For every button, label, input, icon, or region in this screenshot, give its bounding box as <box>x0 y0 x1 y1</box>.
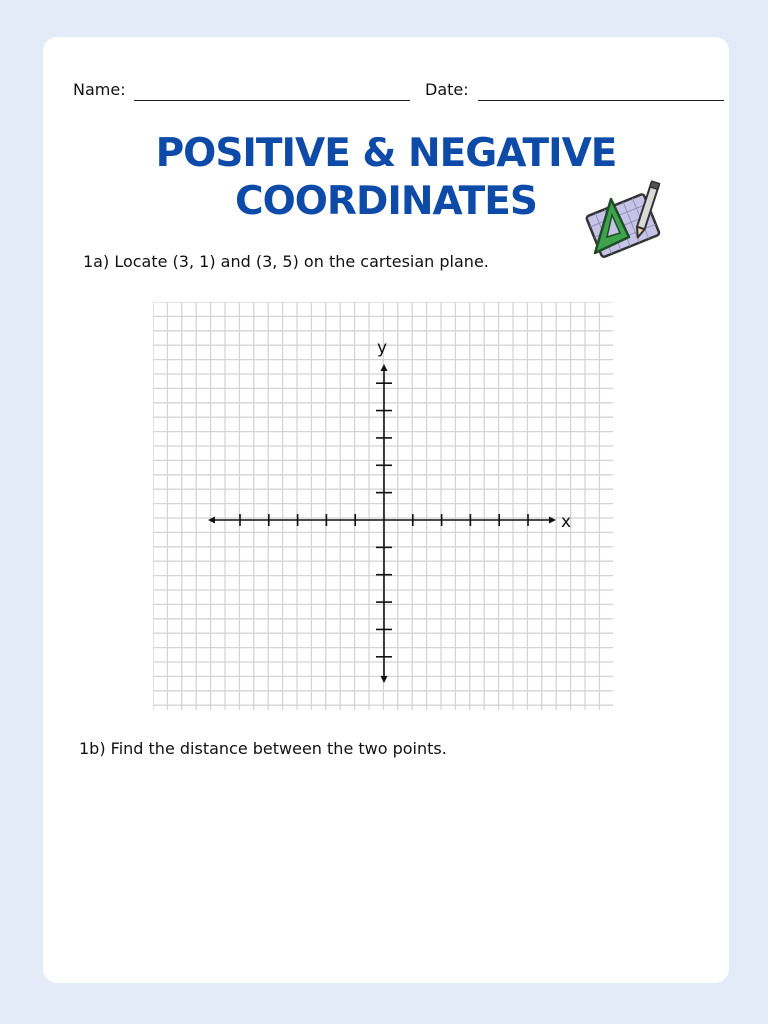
cartesian-plane[interactable] <box>153 302 613 710</box>
date-field-line[interactable] <box>478 100 724 101</box>
x-axis-label: x <box>561 512 572 532</box>
date-label: Date: <box>425 80 469 99</box>
name-label: Name: <box>73 80 126 99</box>
name-field-line[interactable] <box>134 100 410 101</box>
name-date-row <box>73 80 695 104</box>
worksheet-page <box>43 37 729 983</box>
axes <box>208 364 556 683</box>
y-axis-label: y <box>377 338 388 358</box>
worksheet-title-line1: POSITIVE & NEGATIVE <box>155 131 617 176</box>
worksheet-title-line2: COORDINATES <box>235 179 537 224</box>
question-1a: 1a) Locate (3, 1) and (3, 5) on the cartesian plane. <box>83 252 489 271</box>
geometry-tools-icon <box>581 179 667 261</box>
y-axis-bottom-arrow <box>381 676 388 683</box>
question-1b: 1b) Find the distance between the two points. <box>79 739 447 758</box>
y-axis-top-arrow <box>381 364 388 371</box>
grid-lines <box>153 302 613 710</box>
